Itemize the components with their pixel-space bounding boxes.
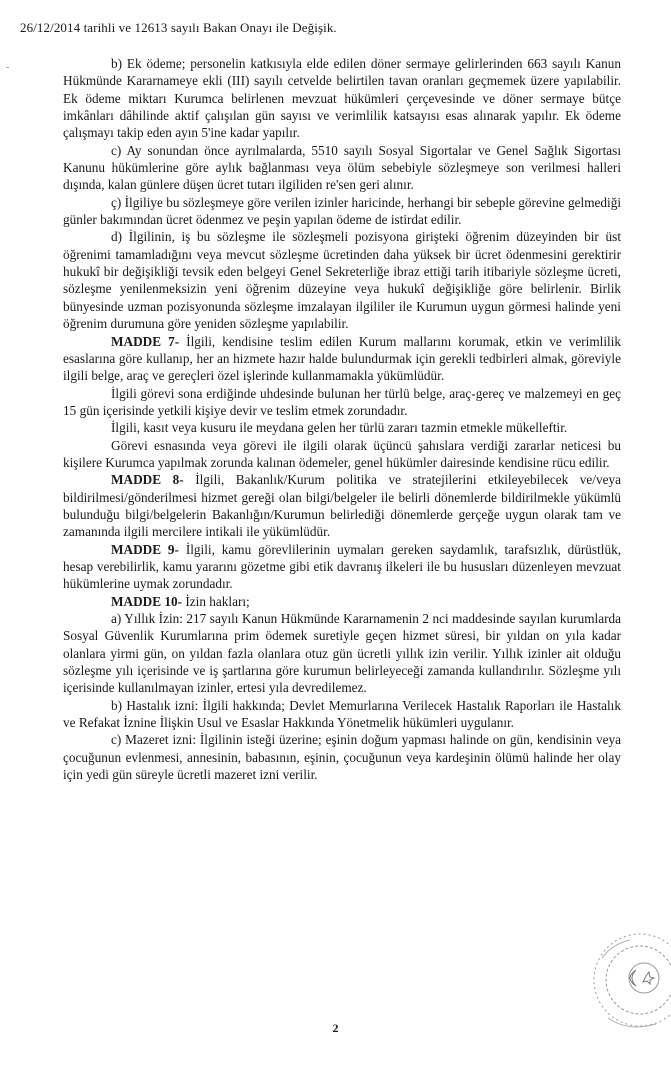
paragraph-a-yillik-izin: a) Yıllık İzin: 217 sayılı Kanun Hükmünde Kararnamenin 2 nci maddesinde sayılan kurumlarda Sosyal Güvenlik Kurumlarına prim ödemek suretiyle geçen hizmet süresi, bir yıldan on yıla kadar olanlara yirmi gün, on yıldan fazla olanlara otuz gün ücretli yıllık izin verilir. Yıllık izinler ait olduğu sözleşme yılı içerisinde ve iş şartlarına göre kurumun belirleyeceği zamanda kullandırılır. Sözleşme yılı içerisinde kullanılmayan izinler, ertesi yıla devredilemez. bbox=[63, 611, 621, 696]
official-seal-stamp bbox=[578, 918, 671, 1038]
article-9-heading: MADDE 9- bbox=[111, 541, 179, 557]
document-body bbox=[63, 55, 621, 783]
article-8-heading: MADDE 8- bbox=[111, 472, 184, 488]
paragraph-c-ay-sonu: c) Ay sonundan önce ayrılmalarda, 5510 sayılı Sosyal Sigortalar ve Genel Sağlık Sigortası Kanunu hükümlerine göre aylık bağlanması veya ölüm sebebiyle sözleşmeye son verilmesi halleri dışında, kalan günlere düşen ücret tutarı ilgiliden re'sen geri alınır. bbox=[63, 142, 621, 193]
article-7-text: İlgili, kendisine teslim edilen Kurum mallarını korumak, etkin ve verimlilik esaslarına göre kullanıp, her an hizmete hazır halde bulundurmak için gerekli tedbirleri almak, göreviyle ilgili belge, araç ve gereçleri özel işlerinde kullanmamakla yükümlüdür. bbox=[63, 333, 622, 384]
paragraph-b-ek-odeme: b) Ek ödeme; personelin katkısıyla elde edilen döner sermaye gelirlerinden 663 sayılı Kanun Hükmünde Kararnameye ekli (III) sayılı cetvelde belirtilen tavan oranları geçmemek üzere yapılabilir. Ek ödeme miktarı Kurumca belirlenen mevzuat hükümleri çerçevesinde ve döner sermaye bütçe imkânları dâhilinde aktif çalışılan gün sayısı ve verimlilik katsayısı esas alınarak yapılır. Ek ödeme çalışmayı takip eden ayın 5'ine kadar yapılır. bbox=[63, 56, 621, 141]
paragraph-rucu: Görevi esnasında veya görevi ile ilgili olarak üçüncü şahıslara verdiği zararlar neticesi bu kişilere Kurumca yapılmak zorunda kalınan ödemeler, genel hükümler dairesinde kendisine rücu edilir. bbox=[63, 437, 621, 470]
article-10-text: İzin hakları; bbox=[185, 593, 250, 609]
article-8-text: İlgili, Bakanlık/Kurum politika ve stratejilerini etkileyebilecek ve/veya bildirilmesi/gönderilmesi hizmet gereği olan bilgi/belgeler ile belirli dönemlerde bildirilmekle yükümlü bulunduğu bilgi/belgelerin Bakanlığın/Kurumun belirlediği dönemlerde gerçeğe uygun olarak tam ve zamanında ilgili mercilere intikali ile yükümlüdür. bbox=[63, 472, 621, 540]
article-8 bbox=[63, 471, 621, 540]
paragraph-c-cedilla-izinler: ç) İlgiliye bu sözleşmeye göre verilen izinler haricinde, herhangi bir sebeple görevine gelmediği günler bakımından ücret ödenmez ve peşin yapılan ödeme de istirdat edilir. bbox=[63, 194, 621, 228]
scan-mark: - bbox=[6, 62, 10, 73]
article-9-text: İlgili, kamu görevlilerinin uymaları gereken saydamlık, tarafsızlık, dürüstlük, hesap verebilirlik, kamu yararını gözetme gibi etik davranış ilkeleri ile bu hususları düzenleyen mevzuat hükümlerine uymak zorundadır. bbox=[63, 541, 622, 592]
paragraph-c-mazeret-izni: c) Mazeret izni: İlgilinin isteği üzerine; eşinin doğum yapması halinde on gün, kendisinin veya çocuğunun evlenmesi, annesinin, babasının, eşinin, çocuğunun veya kardeşinin ölümü halinde her olay için yedi gün süreyle ücretli mazeret izni verilir. bbox=[63, 732, 621, 783]
paragraph-devir-teslim: İlgili görevi sona erdiğinde uhdesinde bulunan her türlü belge, araç-gereç ve malzemeyi en geç 15 gün içerisinde yetkili kişiye devir ve teslim etmek zorundadır. bbox=[63, 385, 621, 418]
page-number: 2 bbox=[332, 1021, 339, 1035]
amendment-note: 26/12/2014 tarihli ve 12613 sayılı Bakan Onayı ile Değişik. bbox=[20, 20, 337, 35]
article-10 bbox=[63, 593, 621, 610]
article-10-heading: MADDE 10- bbox=[111, 593, 183, 609]
paragraph-d-ogrenim: d) İlgilinin, iş bu sözleşme ile sözleşmeli pozisyona girişteki öğrenim düzeyinden bir üst öğrenimi tamamladığını veya mevcut sözleşme ücretinden daha yüksek bir ücret ödenmesini gerektirir hukukî bir değişikliği tevsik eden belgeyi Genel Sekreterliğe ibraz ettiği tarih itibariyle sözleşme ücreti, sözleşme yenilenmeksizin yeni öğrenim düzeyine veya hukukî değişikliğe göre belirlenir. Birlik bünyesinde uzman pozisyonunda sözleşme imzalayan ilgililer ile Kurumun uygun görmesi halinde yeni öğrenim durumuna göre yeniden sözleşme yapılabilir. bbox=[63, 229, 621, 332]
article-7-heading: MADDE 7- bbox=[111, 333, 180, 349]
paragraph-b-hastalik-izni: b) Hastalık izni: İlgili hakkında; Devlet Memurlarına Verilecek Hastalık Raporları ile Hastalık ve Refakat İznine İlişkin Usul ve Esaslar Hakkında Yönetmelik hükümleri uygulanır. bbox=[63, 697, 621, 731]
article-7 bbox=[63, 333, 621, 385]
article-9 bbox=[63, 541, 621, 593]
paragraph-tazmin: İlgili, kasıt veya kusuru ile meydana gelen her türlü zararı tazmin etmekle mükelleftir. bbox=[111, 420, 568, 436]
